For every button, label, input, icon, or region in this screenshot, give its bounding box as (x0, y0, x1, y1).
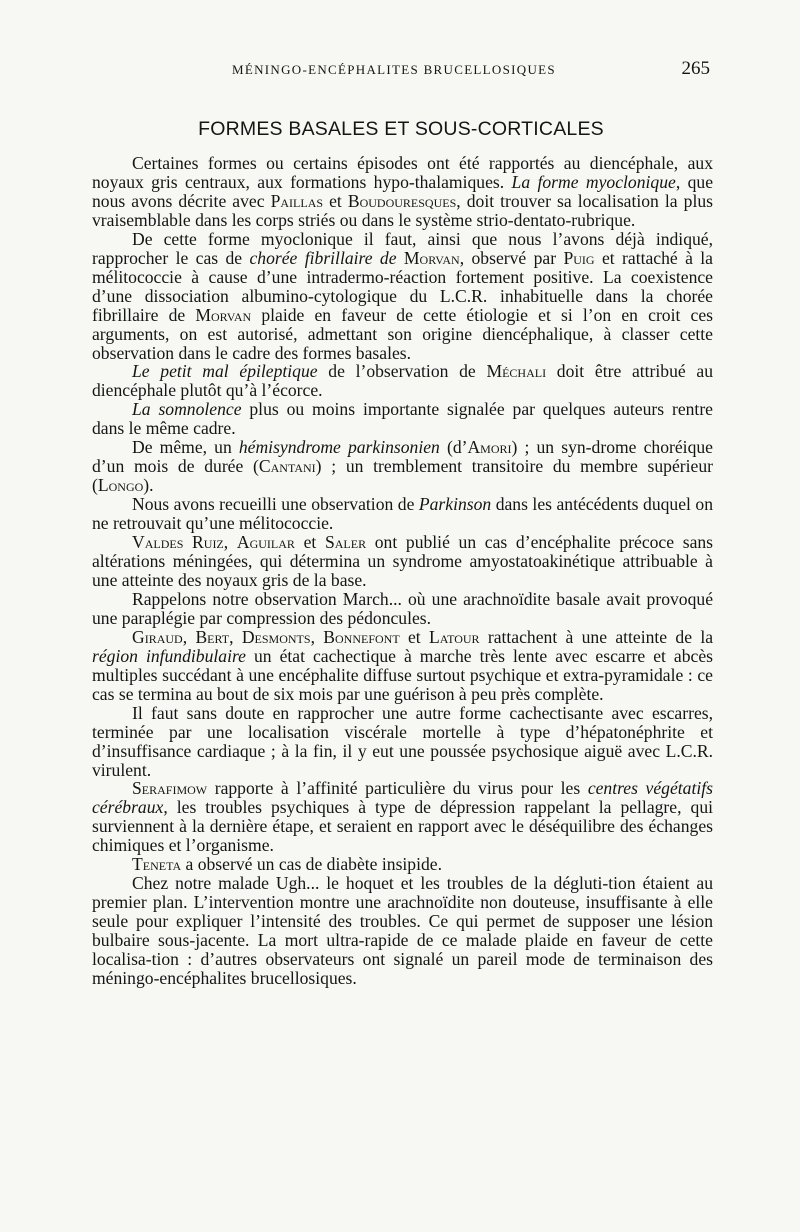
paragraph (92, 362, 713, 400)
italic-text: chorée fibrillaire de (249, 247, 397, 268)
text-run (397, 248, 404, 268)
text-run: Chez notre malade Ugh... le hoquet et les troubles de la dégluti-tion étaient au premier plan. L’intervention montre une arachnoïdite non douteuse, insuffisante à elle seule pour expliquer l’intensité des troubles. Ce qui permet de supposer une lésion bulbaire sous-jacente. La mort ultra-rapide de ce malade plaide en faveur de cette localisa-tion : d’autres observateurs ont signalé un pareil mode de terminaison des méningo-encéphalites brucellosiques. (92, 873, 713, 988)
italic-text: centres végétatifs cérébraux (92, 778, 713, 818)
text-run: , que nous avons décrite avec (92, 171, 714, 211)
italic-text: La somnolence (132, 399, 242, 420)
text-run: , (223, 532, 237, 553)
author-name: Aguilar (236, 532, 295, 553)
author-name: Morvan (403, 247, 460, 268)
paragraph (92, 628, 713, 704)
text-run: , observé par (459, 247, 564, 268)
paragraph (92, 495, 713, 533)
text-run: et (294, 532, 325, 553)
text-run: Il faut sans doute en rapprocher une autre forme cachectisante avec escarres, terminée par une localisation viscérale mortelle à type d’hépatonéphrite et d’insuffisance cardiaque ; à la fin, il y eut une poussée psychosique aiguë avec L.C.R. virulent. (92, 702, 713, 780)
author-name: Longo (97, 475, 144, 496)
paragraph (92, 533, 713, 590)
author-name: Puig (563, 247, 595, 268)
text-run: Certaines formes ou certains épisodes ont été rapportés au diencéphale, aux noyaux gris centraux, aux formations hypo-thalamiques. (92, 153, 713, 192)
text-run: , les troubles psychiques à type de dépression rappelant la pellagre, qui surviennent à la dernière étape, et seraient en rapport avec le déséquilibre des échanges chimiques et l’organisme. (92, 797, 713, 856)
text-run: , (310, 626, 324, 647)
text-run: a observé un cas de diabète insipide. (181, 854, 442, 875)
author-name: Cantani (258, 456, 316, 477)
text-run: ont publié un cas d’encéphalite précoce sans altérations méningées, qui détermina un syndrome amyostatoakinétique attribuable à une atteinte des noyaux gris de la base. (92, 532, 714, 590)
author-name: Bonnefont (323, 626, 400, 647)
section-title: FORMES BASALES ET SOUS-CORTICALES (198, 118, 604, 140)
italic-text: Parkinson (418, 494, 492, 515)
italic-text: Le petit mal épileptique (132, 361, 318, 382)
text-run: plaide en faveur de cette étiologie et si l’on en croit ces arguments, on est autorisé, admettant son origine diencéphalique, à classer cette observation dans le cadre des formes basales. (92, 304, 713, 363)
text-run: ) ; un syn-drome choréique d’un mois de durée ( (92, 437, 713, 477)
paragraph (92, 874, 713, 988)
author-name: Giraud (132, 626, 183, 647)
paragraph (92, 400, 713, 438)
paragraph (92, 230, 713, 363)
text-run: rapporte à l’affinité particulière du virus pour les (207, 778, 588, 799)
page-number: 265 (681, 58, 710, 79)
running-head: MÉNINGO-ENCÉPHALITES BRUCELLOSIQUES (232, 62, 556, 77)
author-name: Amori (467, 437, 512, 458)
text-run: de l’observation de (317, 361, 487, 382)
text-run: ) ; un tremblement transitoire du membre supérieur ( (92, 456, 713, 496)
text-run: plus ou moins importante signalée par quelques auteurs rentre dans le même cadre. (92, 399, 713, 439)
author-name: Morvan (195, 304, 252, 325)
text-run: , (182, 626, 196, 647)
text-run: , doit trouver sa localisation la plus vraisemblable dans les corps striés ou dans le système strio-dentato-rubrique. (92, 190, 713, 230)
author-name: Desmonts (241, 626, 311, 647)
text-run: De cette forme myoclonique il faut, ainsi que nous l’avons déjà indiqué, rapprocher le cas de (92, 228, 713, 268)
paragraph (92, 154, 713, 230)
text-run: rattachent à une atteinte de la (479, 626, 714, 647)
author-name: Méchali (486, 361, 547, 382)
text-run: et (399, 626, 429, 647)
paragraph (92, 590, 713, 628)
italic-text: La forme myoclonique (511, 171, 676, 192)
paragraph (92, 438, 713, 495)
paragraph (92, 855, 713, 874)
author-name: Bert (195, 626, 230, 647)
text-run: un état cachectique à marche très lente avec escarre et abcès multiples succédant à une encéphalite diffuse surtout psychique et extra-pyramidale : ce cas se termina au bout de six mois par une guérison à peu près complète. (92, 645, 713, 704)
author-name: Serafimow (132, 778, 208, 799)
text-run: et rattaché à la mélitococcie à cause d’une intradermo-réaction fortement positive. La coexistence d’une dissociation albumino-cytologique du L.C.R. inhabituelle dans la chorée fibrillaire de (92, 247, 713, 325)
author-name: Latour (429, 626, 480, 647)
text-run: , (229, 626, 242, 647)
text-run: Rappelons notre observation March... où une arachnoïdite basale avait provoqué une paraplégie par compression des pédoncules. (92, 588, 713, 628)
text-run: et (323, 190, 348, 211)
body-text (92, 154, 713, 988)
author-name: Teneta (132, 854, 182, 875)
text-run: dans les antécédents duquel on ne retrouvait qu’une mélitococcie. (92, 494, 713, 534)
text-run: ). (143, 475, 154, 496)
author-name: Paillas (270, 190, 324, 211)
page-header (92, 58, 710, 80)
text-run: De même, un (132, 437, 239, 458)
italic-text: hémisyndrome parkinsonien (238, 437, 440, 458)
author-name: Boudouresques (347, 190, 457, 211)
author-name: Saler (324, 532, 367, 553)
text-run: (d’ (439, 437, 468, 458)
author-name: Valdes Ruiz (132, 532, 224, 553)
text-run: doit être attribué au diencéphale plutôt qu’à l’écorce. (92, 361, 714, 401)
italic-text: région infundibulaire (92, 645, 246, 666)
paragraph (92, 779, 713, 855)
paragraph (92, 704, 713, 780)
text-run: Nous avons recueilli une observation de (132, 494, 419, 515)
